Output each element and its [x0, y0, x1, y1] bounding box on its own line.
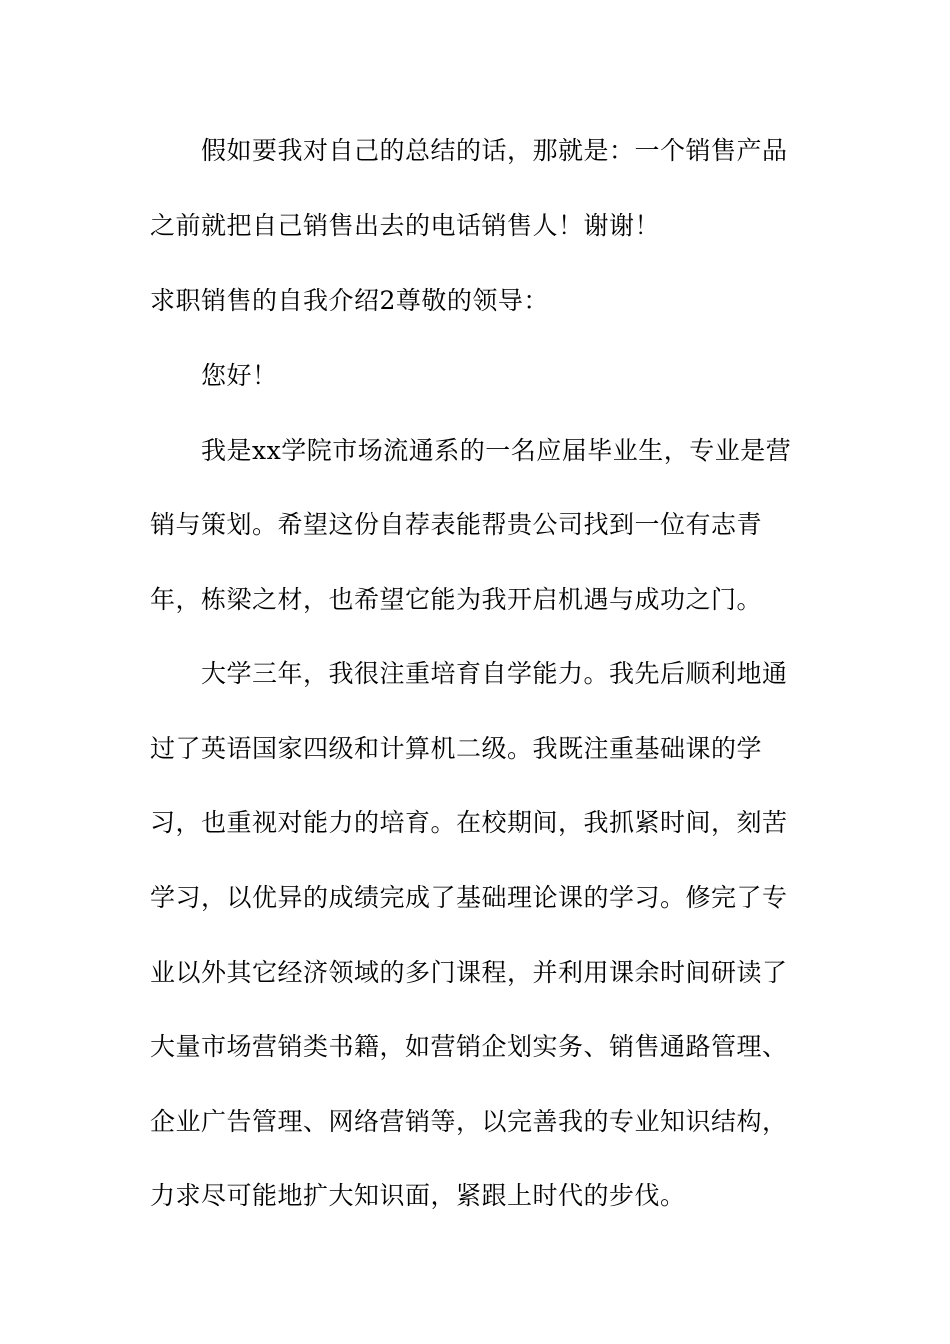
paragraph-line: 学习，以优异的成绩完成了基础理论课的学习。修完了专	[150, 883, 788, 912]
paragraph-line: 销与策划。希望这份自荐表能帮贵公司找到一位有志青	[150, 510, 763, 539]
paragraph-line: 过了英语国家四级和计算机二级。我既注重基础课的学	[150, 734, 763, 763]
greeting-line: 您好！	[201, 361, 278, 390]
section-heading: 求职销售的自我介绍2尊敬的领导：	[150, 286, 549, 315]
paragraph-line: 企业广告管理、网络营销等，以完善我的专业知识结构，	[150, 1107, 788, 1136]
paragraph-line: 之前就把自己销售出去的电话销售人！谢谢！	[150, 211, 661, 240]
paragraph-line: 大量市场营销类书籍，如营销企划实务、销售通路管理、	[150, 1032, 788, 1061]
paragraph-line: 年，栋梁之材，也希望它能为我开启机遇与成功之门。	[150, 585, 763, 614]
paragraph-line: 大学三年，我很注重培育自学能力。我先后顺利地通	[201, 659, 788, 688]
paragraph-line: 假如要我对自己的总结的话，那就是：一个销售产品	[201, 136, 788, 165]
paragraph-line: 我是xx学院市场流通系的一名应届毕业生，专业是营	[201, 436, 792, 465]
paragraph-line: 力求尽可能地扩大知识面，紧跟上时代的步伐。	[150, 1181, 686, 1210]
paragraph-line: 业以外其它经济领域的多门课程，并利用课余时间研读了	[150, 958, 788, 987]
paragraph-line: 习，也重视对能力的培育。在校期间，我抓紧时间，刻苦	[150, 808, 788, 837]
